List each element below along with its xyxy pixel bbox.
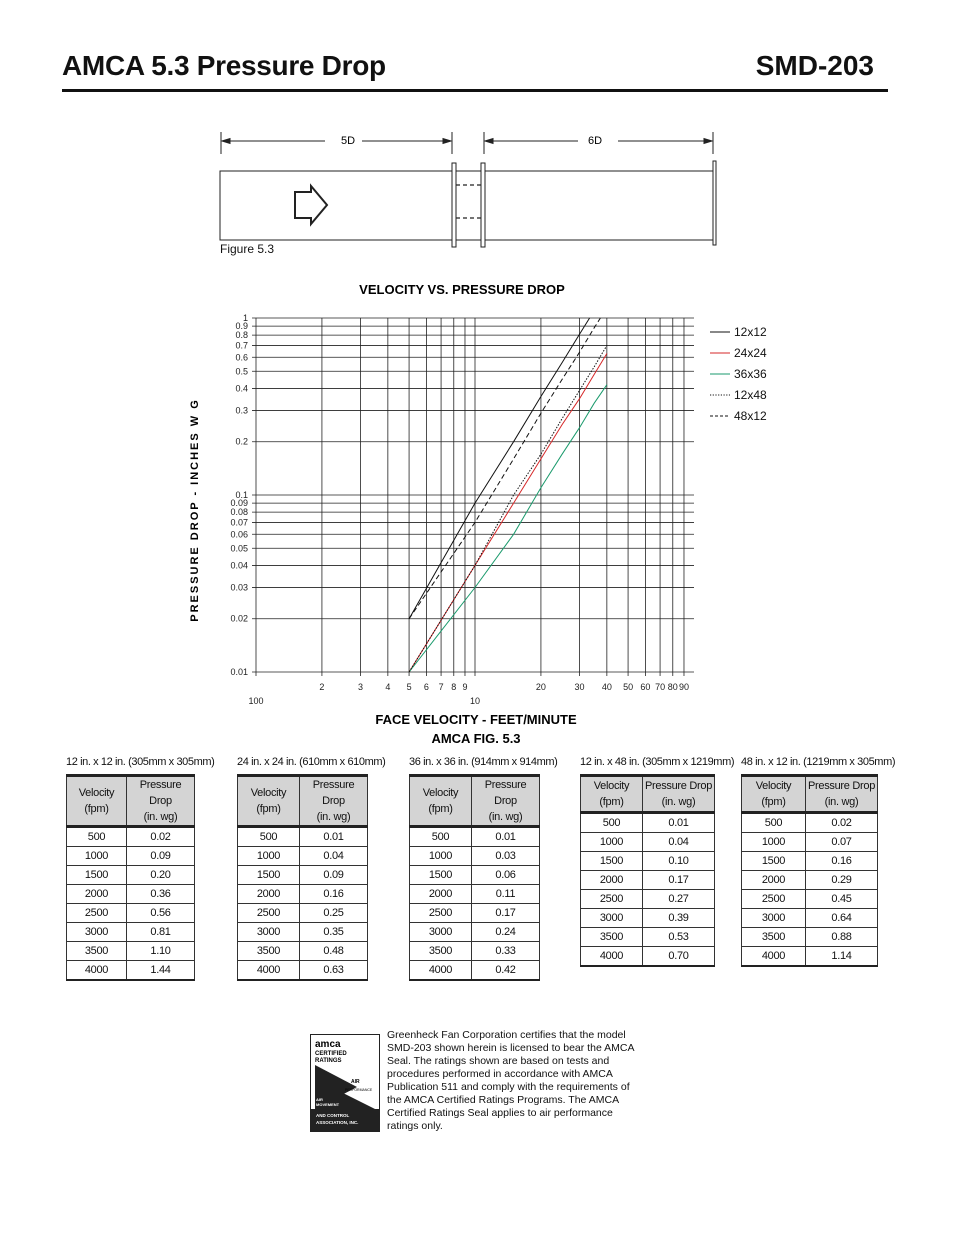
table-48x12: [741, 756, 895, 967]
table-12x12: [66, 756, 214, 981]
pressure-drop-cell: 0.63: [300, 961, 368, 981]
table-row: [67, 885, 195, 904]
velocity-cell: 2000: [742, 871, 806, 890]
velocity-cell: 1500: [238, 866, 300, 885]
series-line-12x48: [409, 345, 607, 672]
table-row: [67, 827, 195, 847]
pressure-drop-cell: 1.14: [806, 947, 878, 967]
seal-text: AIR: [316, 1097, 323, 1102]
pressure-drop-cell: 0.17: [472, 904, 540, 923]
pd-header-line2: (in. wg): [661, 796, 696, 808]
table-row: [581, 871, 715, 890]
table-row: [581, 852, 715, 871]
x-tick-label: 30: [574, 682, 585, 692]
pressure-drop-table: [237, 774, 368, 981]
table-row: [238, 866, 368, 885]
velocity-cell: 2000: [410, 885, 472, 904]
pd-header-line1: Pressure Drop: [645, 780, 713, 792]
pressure-drop-table: [409, 774, 540, 981]
pressure-drop-table: [66, 774, 195, 981]
velocity-pressure-chart: [180, 278, 820, 748]
table-row: [742, 890, 878, 909]
pressure-drop-cell: 1.10: [127, 942, 195, 961]
y-tick-label: 0.9: [235, 321, 248, 332]
dim-arrow: [222, 139, 230, 144]
table-row: [581, 909, 715, 928]
y-tick-label: 0.4: [235, 383, 248, 394]
table-row: [742, 871, 878, 890]
pressure-drop-cell: 0.24: [472, 923, 540, 942]
x-tick-label: 100: [248, 696, 264, 706]
table-row: [67, 904, 195, 923]
table-36x36: [409, 756, 557, 981]
pressure-drop-cell: 0.11: [472, 885, 540, 904]
seal-text: AIR: [351, 1079, 360, 1085]
table-row: [410, 904, 540, 923]
pressure-drop-header: [643, 776, 715, 813]
seal-text: MOVEMENT: [316, 1102, 340, 1107]
velocity-cell: 1000: [238, 847, 300, 866]
velocity-cell: 4000: [410, 961, 472, 981]
table-row: [238, 942, 368, 961]
y-tick-label: 1: [242, 313, 248, 323]
seal-text: PERFORMANCE: [345, 1088, 373, 1092]
downstream-duct: [485, 171, 713, 240]
pressure-drop-cell: 0.09: [300, 866, 368, 885]
pressure-drop-header: [806, 776, 878, 813]
x-tick-label: 90: [678, 682, 689, 692]
velocity-cell: 4000: [742, 947, 806, 967]
y-tick-label: 0.1: [235, 490, 248, 500]
velocity-header: Velocity (fpm): [238, 776, 300, 827]
pressure-drop-cell: 0.81: [127, 923, 195, 942]
pressure-drop-cell: 0.39: [643, 909, 715, 928]
table-row: [67, 961, 195, 981]
y-tick-label: 0.09: [230, 498, 248, 509]
table-title: 12 in. x 12 in. (305mm x 305mm): [66, 756, 215, 768]
x-tick-label: 7: [438, 682, 444, 692]
table-row: [410, 827, 540, 847]
chart-title: VELOCITY VS. PRESSURE DROP: [359, 282, 565, 297]
velocity-header: Velocity (fpm): [581, 776, 643, 813]
pressure-drop-cell: 1.44: [127, 961, 195, 981]
table-row: [410, 866, 540, 885]
pressure-drop-cell: 0.70: [643, 947, 715, 967]
pressure-drop-header: [300, 776, 368, 827]
table-row: [742, 852, 878, 871]
figure-label: AMCA FIG. 5.3: [431, 731, 521, 746]
pressure-drop-cell: 0.48: [300, 942, 368, 961]
velocity-cell: 1500: [67, 866, 127, 885]
table-row: [410, 847, 540, 866]
y-tick-label: 0.02: [230, 613, 248, 624]
y-tick-label: 0.07: [230, 517, 248, 528]
pressure-drop-cell: 0.53: [643, 928, 715, 947]
pressure-drop-cell: 0.10: [643, 852, 715, 871]
x-tick-label: 40: [601, 682, 612, 692]
velocity-cell: 4000: [238, 961, 300, 981]
model-number: SMD-203: [755, 50, 874, 81]
flow-arrow-icon: [295, 186, 327, 224]
y-tick-label: 0.06: [230, 529, 248, 540]
pressure-drop-cell: 0.06: [472, 866, 540, 885]
series-line-48x12: [409, 318, 600, 619]
seal-text: amca: [315, 1039, 341, 1050]
table-row: [410, 885, 540, 904]
downstream-label: 6D: [588, 135, 603, 147]
velocity-cell: 3500: [742, 928, 806, 947]
pressure-drop-cell: 0.16: [300, 885, 368, 904]
flange-left: [452, 163, 456, 247]
table-row: [742, 928, 878, 947]
pd-header-line2: (in. wg): [824, 796, 859, 808]
velocity-header: Velocity (fpm): [67, 776, 127, 827]
pressure-drop-cell: 0.27: [643, 890, 715, 909]
velocity-cell: 500: [238, 827, 300, 847]
figure-caption: Figure 5.3: [220, 242, 275, 256]
pressure-drop-cell: 0.25: [300, 904, 368, 923]
x-tick-label: 6: [423, 682, 429, 692]
pressure-drop-table: [741, 774, 878, 967]
y-tick-label: 0.7: [235, 340, 248, 351]
y-tick-label: 0.01: [230, 667, 248, 677]
pd-header-line2: (in. wg): [488, 811, 523, 823]
pressure-drop-cell: 0.36: [127, 885, 195, 904]
y-tick-label: 0.03: [230, 582, 248, 593]
velocity-cell: 3000: [67, 923, 127, 942]
table-row: [410, 961, 540, 981]
pressure-drop-header: [472, 776, 540, 827]
pressure-drop-cell: 0.07: [806, 833, 878, 852]
velocity-cell: 500: [67, 827, 127, 847]
x-tick-label: 70: [655, 682, 666, 692]
velocity-cell: 2500: [581, 890, 643, 909]
velocity-cell: 1500: [742, 852, 806, 871]
table-row: [238, 904, 368, 923]
pressure-drop-cell: 0.04: [300, 847, 368, 866]
pressure-drop-cell: 0.17: [643, 871, 715, 890]
seal-text: RATINGS: [315, 1058, 342, 1064]
pressure-drop-cell: 0.35: [300, 923, 368, 942]
dim-arrow: [704, 139, 712, 144]
legend-label: 12x48: [734, 388, 767, 402]
velocity-cell: 500: [581, 813, 643, 833]
table-row: [238, 885, 368, 904]
pressure-drop-cell: 0.20: [127, 866, 195, 885]
seal-text: ASSOCIATION, INC.: [316, 1120, 359, 1125]
duct-end-flange: [713, 161, 716, 245]
velocity-cell: 500: [410, 827, 472, 847]
legend-label: 48x12: [734, 409, 767, 423]
pressure-drop-cell: 0.02: [127, 827, 195, 847]
velocity-header: Velocity (fpm): [742, 776, 806, 813]
table-row: [238, 961, 368, 981]
pressure-drop-cell: 0.09: [127, 847, 195, 866]
pd-header-line2: (in. wg): [143, 811, 178, 823]
title-rule: [62, 89, 888, 92]
seal-text: AND CONTROL: [316, 1113, 350, 1118]
pressure-drop-header: [127, 776, 195, 827]
legend-label: 12x12: [734, 325, 767, 339]
table-row: [67, 923, 195, 942]
table-row: [742, 947, 878, 967]
y-tick-label: 0.04: [230, 560, 248, 571]
velocity-cell: 1000: [742, 833, 806, 852]
upstream-duct: [220, 171, 452, 240]
certification-text: Greenheck Fan Corporation certifies that the model SMD-203 shown herein is licensed to bear the AMCA Seal. The ratings shown are based on tests and procedures performed in accordance with AMCA Publication 511 and comply with the requirements of the AMCA Certified Ratings Programs. The AMCA Certified Ratings Seal applies to air performance ratings only.: [387, 1029, 634, 1132]
series-line-36x36: [409, 385, 607, 672]
y-tick-label: 0.6: [235, 352, 248, 363]
table-row: [410, 942, 540, 961]
velocity-cell: 3000: [410, 923, 472, 942]
table-row: [67, 847, 195, 866]
velocity-cell: 3500: [67, 942, 127, 961]
velocity-cell: 3500: [238, 942, 300, 961]
table-title: 24 in. x 24 in. (610mm x 610mm): [237, 756, 386, 768]
series-line-12x12: [409, 318, 589, 619]
pd-header-line1: Pressure Drop: [808, 780, 876, 792]
table-row: [67, 942, 195, 961]
amca-seal-logo: [310, 1034, 380, 1132]
pressure-drop-cell: 0.45: [806, 890, 878, 909]
table-24x24: [237, 756, 385, 981]
velocity-cell: 2000: [581, 871, 643, 890]
velocity-cell: 500: [742, 813, 806, 833]
y-axis-label: PRESSURE DROP - INCHES W G: [189, 398, 201, 622]
x-tick-label: 80: [667, 682, 678, 692]
velocity-cell: 2500: [67, 904, 127, 923]
pressure-drop-cell: 0.33: [472, 942, 540, 961]
velocity-cell: 2500: [742, 890, 806, 909]
flange-right: [481, 163, 485, 247]
x-tick-label: 9: [462, 682, 468, 692]
x-tick-label: 60: [640, 682, 651, 692]
velocity-cell: 3000: [742, 909, 806, 928]
pressure-drop-cell: 0.03: [472, 847, 540, 866]
velocity-cell: 2500: [238, 904, 300, 923]
table-row: [742, 833, 878, 852]
table-row: [238, 827, 368, 847]
y-tick-label: 0.08: [230, 507, 248, 518]
table-title: 12 in. x 48 in. (305mm x 1219mm): [580, 756, 735, 768]
velocity-cell: 1000: [581, 833, 643, 852]
pressure-drop-cell: 0.42: [472, 961, 540, 981]
velocity-cell: 2000: [238, 885, 300, 904]
velocity-cell: 3000: [581, 909, 643, 928]
dim-arrow: [443, 139, 451, 144]
x-tick-label: 50: [623, 682, 634, 692]
table-row: [581, 813, 715, 833]
table-row: [410, 923, 540, 942]
velocity-cell: 2500: [410, 904, 472, 923]
seal-text: CERTIFIED: [315, 1051, 347, 1057]
x-tick-label: 2: [319, 682, 325, 692]
y-tick-label: 0.2: [235, 436, 248, 447]
velocity-cell: 3500: [410, 942, 472, 961]
velocity-cell: 4000: [67, 961, 127, 981]
x-axis-label: FACE VELOCITY - FEET/MINUTE: [375, 712, 577, 727]
velocity-cell: 3500: [581, 928, 643, 947]
pd-header-line1: Pressure Drop: [484, 779, 527, 807]
y-tick-label: 0.3: [235, 405, 248, 416]
pressure-drop-cell: 0.64: [806, 909, 878, 928]
dim-arrow: [485, 139, 493, 144]
velocity-cell: 2000: [67, 885, 127, 904]
velocity-cell: 1000: [67, 847, 127, 866]
pressure-drop-cell: 0.29: [806, 871, 878, 890]
pressure-drop-cell: 0.02: [806, 813, 878, 833]
y-tick-label: 0.8: [235, 330, 248, 341]
table-12x48: [580, 756, 734, 967]
x-tick-label: 4: [385, 682, 391, 692]
pressure-drop-cell: 0.16: [806, 852, 878, 871]
velocity-cell: 1000: [410, 847, 472, 866]
legend-label: 24x24: [734, 346, 767, 360]
table-row: [238, 847, 368, 866]
upstream-label: 5D: [341, 135, 356, 147]
x-tick-label: 3: [357, 682, 363, 692]
x-tick-label: 8: [451, 682, 457, 692]
table-row: [581, 890, 715, 909]
table-row: [742, 813, 878, 833]
pressure-drop-table: [580, 774, 715, 967]
legend-label: 36x36: [734, 367, 767, 381]
velocity-cell: 3000: [238, 923, 300, 942]
y-tick-label: 0.05: [230, 543, 248, 554]
pressure-drop-cell: 0.01: [472, 827, 540, 847]
x-tick-label: 5: [406, 682, 412, 692]
pressure-drop-cell: 0.04: [643, 833, 715, 852]
table-row: [742, 909, 878, 928]
pressure-drop-cell: 0.56: [127, 904, 195, 923]
pd-header-line2: (in. wg): [316, 811, 351, 823]
x-tick-label: 10: [469, 696, 481, 706]
table-title: 48 in. x 12 in. (1219mm x 305mm): [741, 756, 896, 768]
velocity-cell: 1500: [410, 866, 472, 885]
velocity-cell: 4000: [581, 947, 643, 967]
series-line-24x24: [409, 354, 607, 673]
pressure-drop-cell: 0.88: [806, 928, 878, 947]
table-row: [67, 866, 195, 885]
pressure-drop-cell: 0.01: [643, 813, 715, 833]
pressure-drop-cell: 0.01: [300, 827, 368, 847]
table-row: [238, 923, 368, 942]
table-row: [581, 947, 715, 967]
velocity-header: Velocity (fpm): [410, 776, 472, 827]
pd-header-line1: Pressure Drop: [312, 779, 355, 807]
pd-header-line1: Pressure Drop: [139, 779, 182, 807]
table-title: 36 in. x 36 in. (914mm x 914mm): [409, 756, 558, 768]
velocity-cell: 1500: [581, 852, 643, 871]
y-tick-label: 0.5: [235, 366, 248, 377]
duct-test-figure: [210, 128, 730, 250]
x-tick-label: 20: [535, 682, 546, 692]
table-row: [581, 833, 715, 852]
page-title: AMCA 5.3 Pressure Drop: [62, 50, 386, 81]
table-row: [581, 928, 715, 947]
